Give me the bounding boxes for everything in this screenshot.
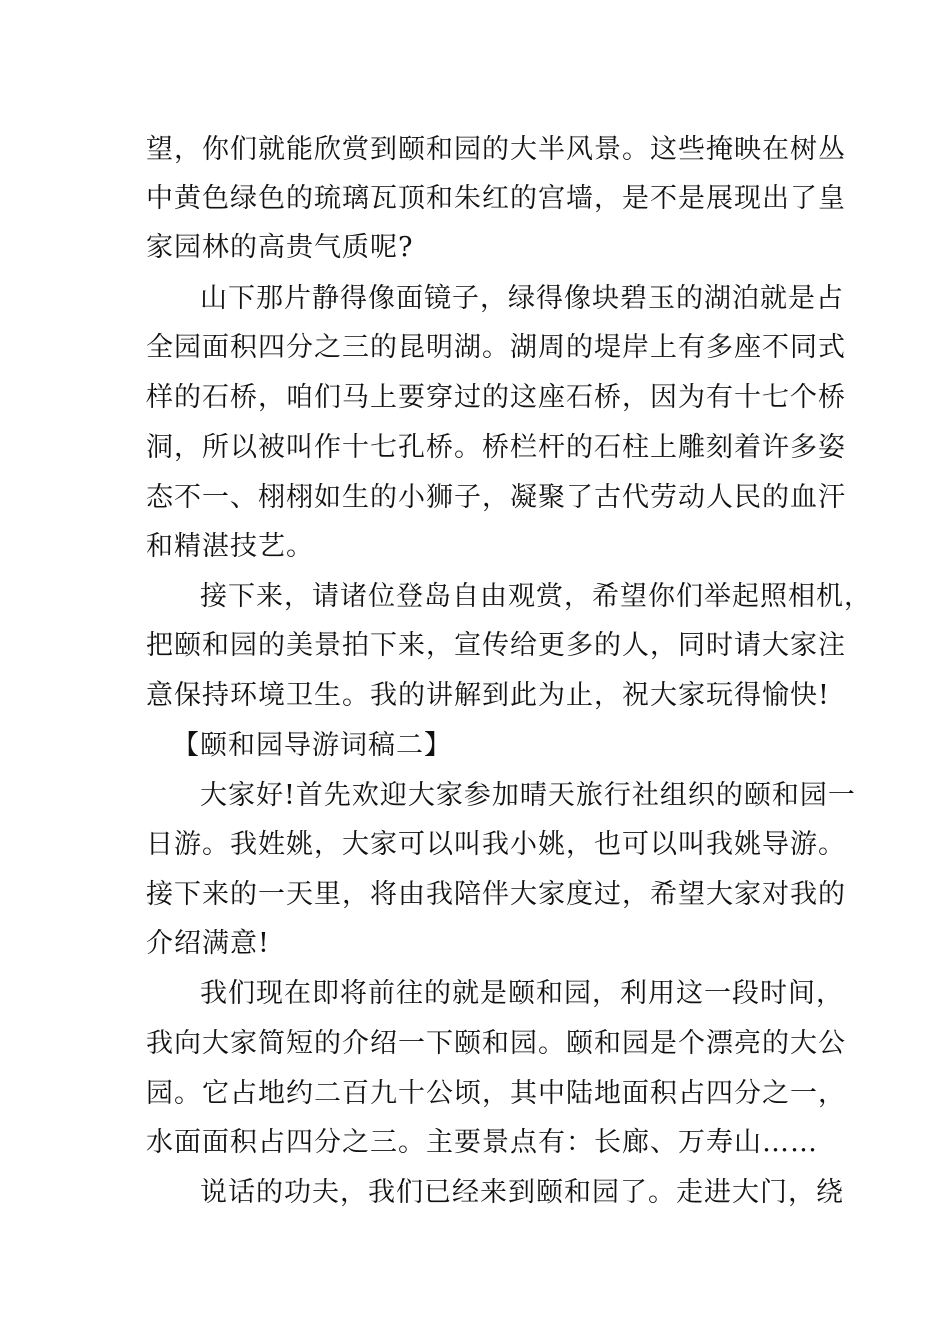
text-line: 家园林的高贵气质呢?	[146, 232, 414, 263]
text-line: 洞，所以被叫作十七孔桥。桥栏杆的石柱上雕刻着许多姿	[146, 432, 846, 463]
text-line: 样的石桥，咱们马上要穿过的这座石桥，因为有十七个桥	[146, 382, 846, 413]
text-line: 介绍满意!	[146, 928, 270, 959]
text-line: 态不一、栩栩如生的小狮子，凝聚了古代劳动人民的血汗	[146, 482, 846, 513]
paragraph-start-line: 接下来，请诸位登岛自由观赏，希望你们举起照相机，	[200, 581, 872, 612]
text-line: 我向大家简短的介绍一下颐和园。颐和园是个漂亮的大公	[146, 1028, 846, 1059]
text-line: 日游。我姓姚，大家可以叫我小姚，也可以叫我姚导游。	[146, 829, 846, 860]
paragraph-start-line: 说话的功夫，我们已经来到颐和园了。走进大门，绕	[200, 1177, 844, 1208]
text-line: 水面面积占四分之三。主要景点有：长廊、万寿山……	[146, 1127, 818, 1158]
text-line: 把颐和园的美景拍下来，宣传给更多的人，同时请大家注	[146, 630, 846, 661]
text-line: 中黄色绿色的琉璃瓦顶和朱红的宫墙，是不是展现出了皇	[146, 183, 846, 214]
text-line: 望，你们就能欣赏到颐和园的大半风景。这些掩映在树丛	[146, 134, 846, 165]
paragraph-start-line: 山下那片静得像面镜子，绿得像块碧玉的湖泊就是占	[200, 283, 844, 314]
paragraph-start-line: 我们现在即将前往的就是颐和园，利用这一段时间，	[200, 978, 844, 1009]
text-line: 意保持环境卫生。我的讲解到此为止，祝大家玩得愉快!	[146, 680, 830, 711]
text-line: 接下来的一天里，将由我陪伴大家度过，希望大家对我的	[146, 879, 846, 910]
text-line: 园。它占地约二百九十公顷，其中陆地面积占四分之一，	[146, 1078, 846, 1109]
text-line: 和精湛技艺。	[146, 531, 314, 562]
section-heading: 【颐和园导游词稿二】	[172, 730, 452, 761]
text-line: 全园面积四分之三的昆明湖。湖周的堤岸上有多座不同式	[146, 332, 846, 363]
paragraph-start-line: 大家好!首先欢迎大家参加晴天旅行社组织的颐和园一	[200, 780, 856, 811]
